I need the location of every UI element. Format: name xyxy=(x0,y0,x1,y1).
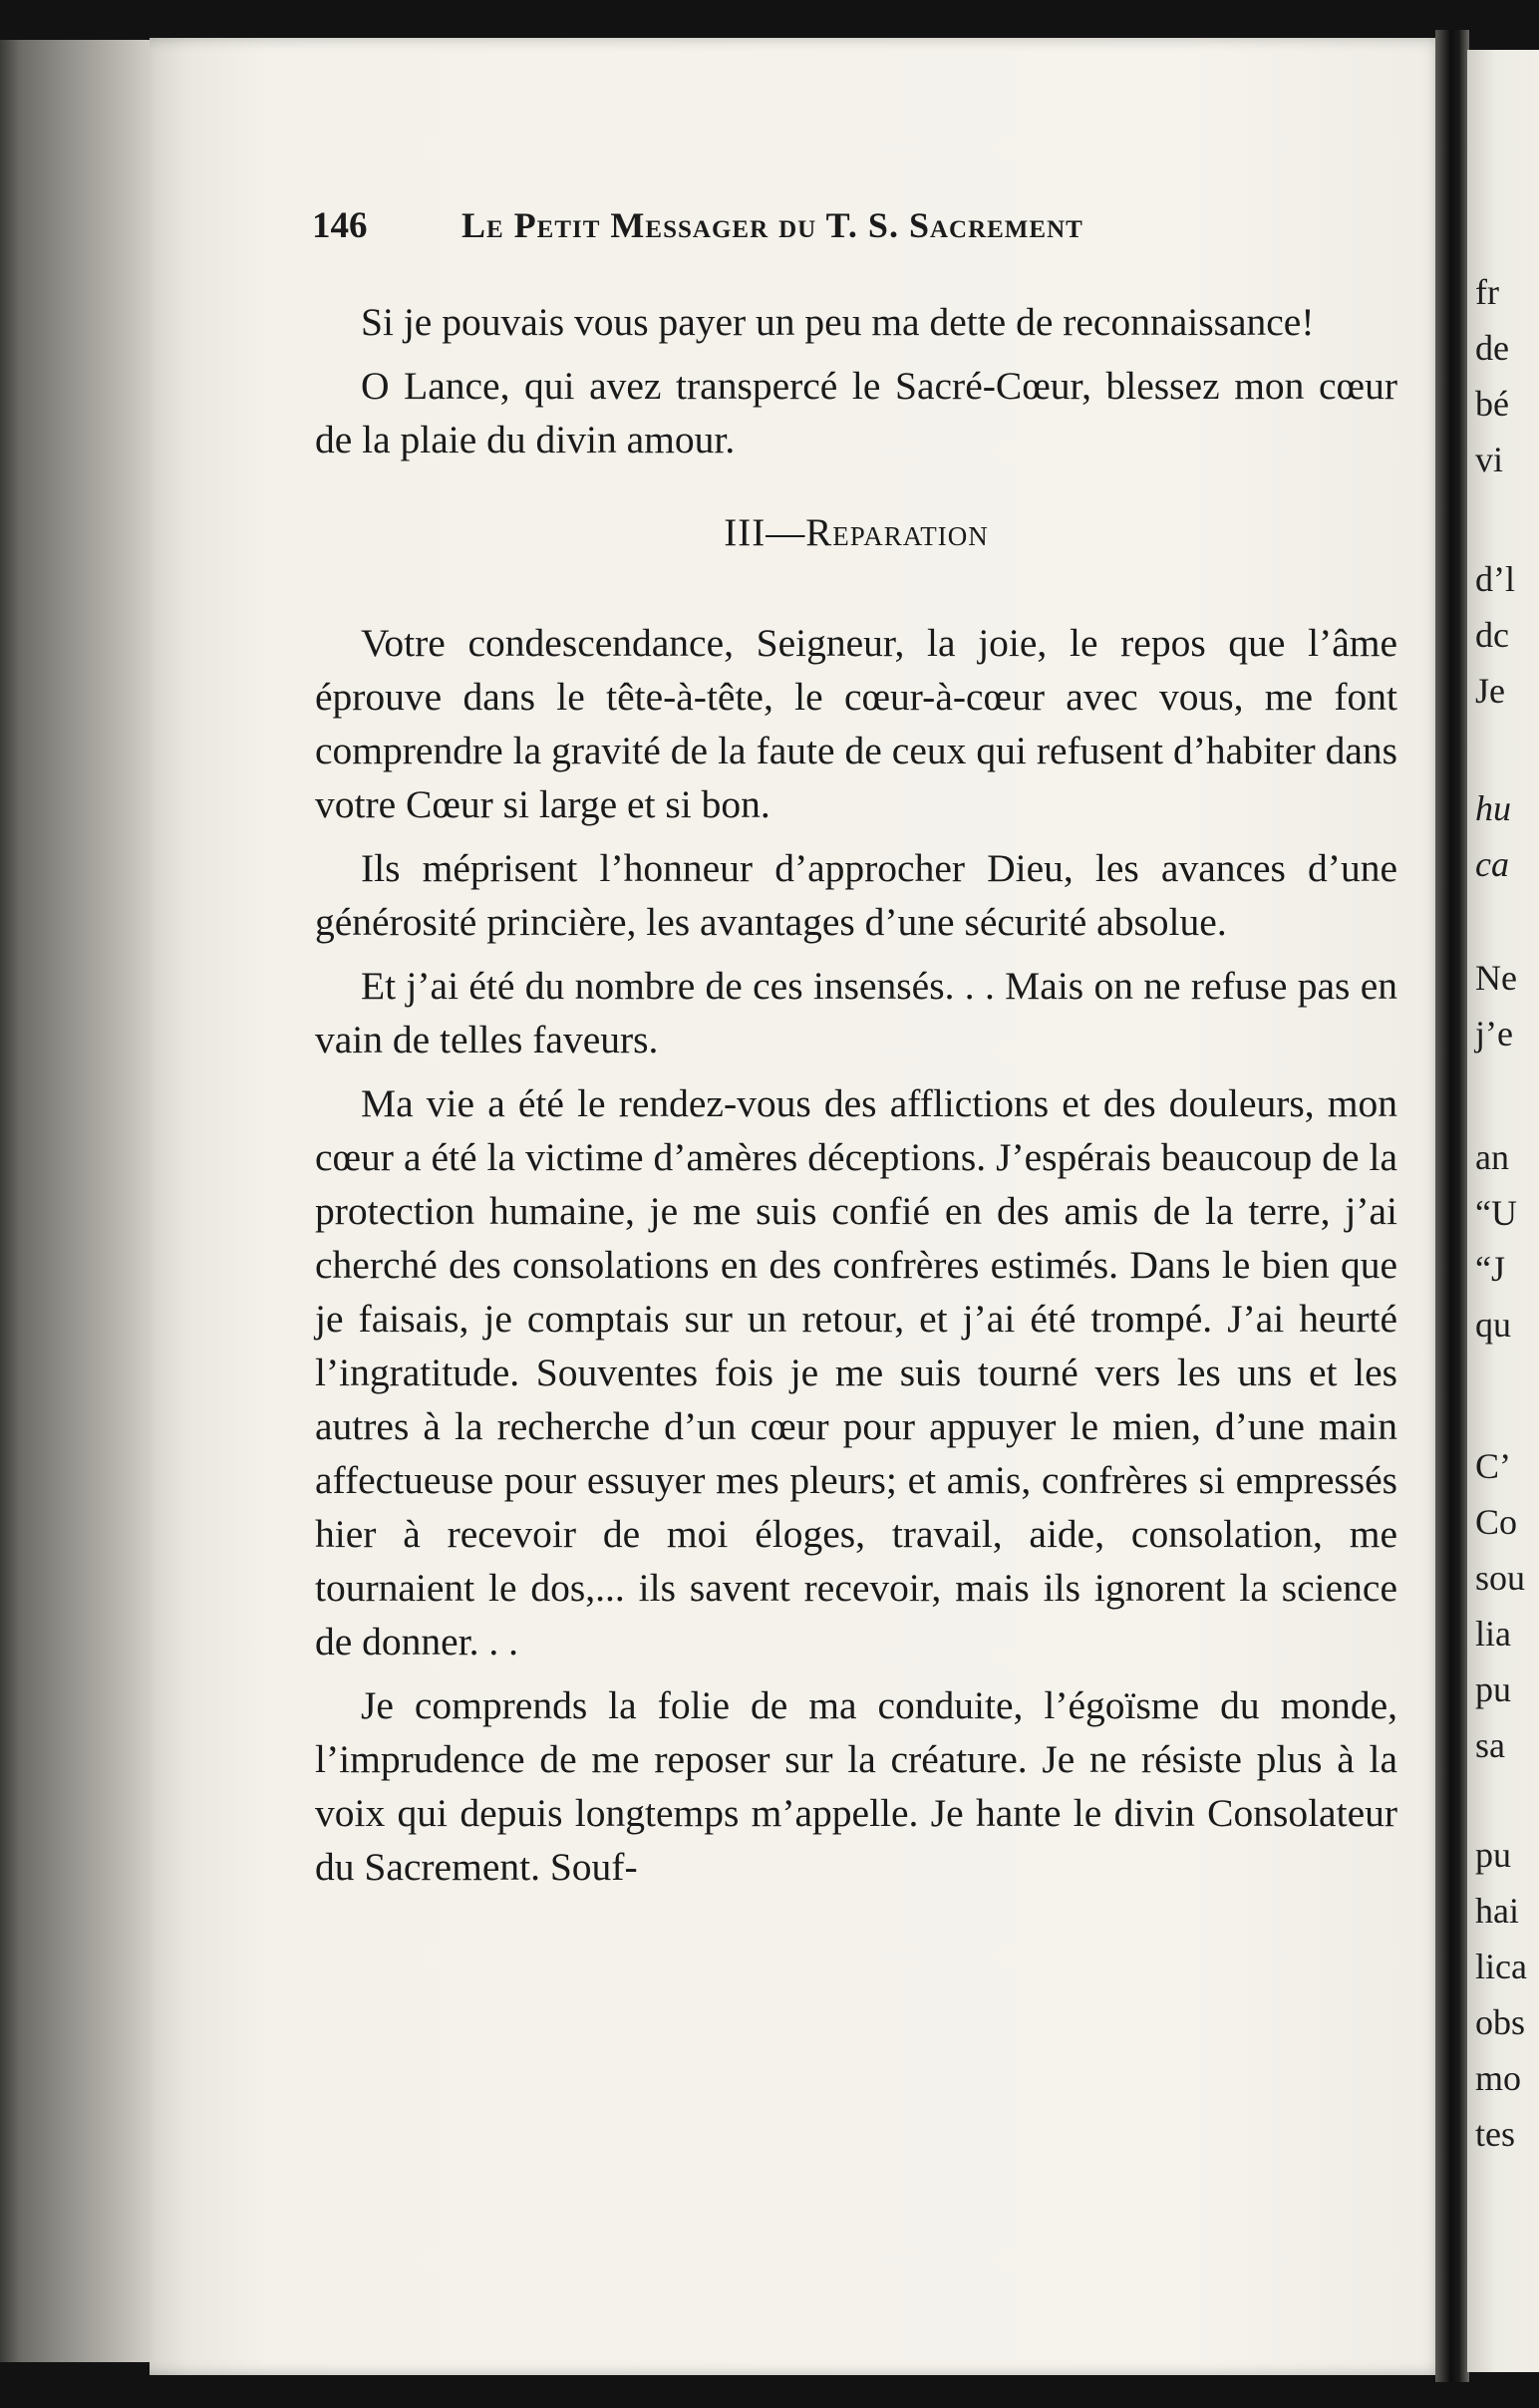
section-heading: III—Reparation xyxy=(724,511,989,554)
book-gutter xyxy=(1435,30,1469,2382)
facing-page-fragment: dc xyxy=(1475,615,1509,655)
facing-page-fragment: hu xyxy=(1475,788,1511,828)
facing-page-fragment: lia xyxy=(1475,1614,1511,1654)
facing-page-fragment: pu xyxy=(1475,1669,1511,1709)
paragraph: O Lance, qui avez transpercé le Sacré-Cœur, blessez mon cœur de la plaie du divin amour. xyxy=(315,364,1397,461)
facing-page-fragment: Co xyxy=(1475,1502,1518,1542)
facing-page-fragment: mo xyxy=(1475,2058,1522,2098)
facing-page-fragment: ca xyxy=(1475,844,1509,884)
facing-page-fragment: “U xyxy=(1475,1193,1517,1233)
facing-page-fragment: j’e xyxy=(1475,1014,1513,1054)
facing-page-fragment: fr xyxy=(1475,272,1499,312)
facing-page-fragment: sa xyxy=(1475,1725,1505,1765)
facing-page-fragment: d’l xyxy=(1475,559,1515,599)
facing-page-fragment: bé xyxy=(1475,384,1509,424)
paragraph: Et j’ai été du nombre de ces insensés. . . Mais on ne refuse pas en vain de telles faveurs. xyxy=(315,964,1397,1061)
facing-page-edge xyxy=(1467,50,1539,2372)
facing-page-fragment: pu xyxy=(1475,1835,1511,1875)
facing-page-fragment: tes xyxy=(1475,2114,1515,2154)
facing-page-fragment: sou xyxy=(1475,1558,1526,1598)
facing-page-fragment: lica xyxy=(1475,1947,1527,1986)
paragraph: Si je pouvais vous payer un peu ma dette de reconnaissance! xyxy=(361,300,1315,344)
facing-page-fragment: C’ xyxy=(1475,1446,1511,1486)
facing-page-fragment: “J xyxy=(1475,1249,1505,1289)
page-number: 146 xyxy=(312,205,368,246)
page-body xyxy=(315,295,1397,1904)
facing-page-fragment: vi xyxy=(1475,440,1504,479)
paragraph: Je comprends la folie de ma conduite, l’égoïsme du monde, l’imprudence de me reposer sur la créature. Je ne résiste plus à la voix qui depuis longtemps m’appelle. Je hante le divin Consolateur du Sacrement. Souf- xyxy=(315,1683,1397,1889)
facing-page-fragment: Je xyxy=(1475,671,1505,711)
paragraph: Votre condescendance, Seigneur, la joie, le repos que l’âme éprouve dans le tête-à-tête, le cœur-à-cœur avec vous, me font comprendre la gravité de la faute de ceux qui refusent d’habiter dans votre Cœur si large et si bon. xyxy=(315,621,1397,826)
paragraph: Ils méprisent l’honneur d’approcher Dieu, les avances d’une générosité princière, les avantages d’une sécurité absolue. xyxy=(315,846,1397,944)
facing-page-fragment: qu xyxy=(1475,1305,1511,1345)
running-title: Le Petit Messager du T. S. Sacrement xyxy=(462,205,1083,245)
running-head xyxy=(312,204,1398,254)
facing-page-fragment: an xyxy=(1475,1137,1509,1177)
facing-page-fragment: hai xyxy=(1475,1891,1519,1931)
facing-page-fragment: de xyxy=(1475,328,1509,368)
facing-page-fragment: Ne xyxy=(1475,958,1517,998)
page-stack-edge xyxy=(0,40,159,2362)
paragraph: Ma vie a été le rendez-vous des afflictions et des douleurs, mon cœur a été la victime d’amères déceptions. J’espérais beaucoup de la protection humaine, je me suis confié en des amis de la terre, j’ai cherché des consolations en des confrères estimés. Dans le bien que je faisais, je comptais sur un retour, et j’ai été trompé. J’ai heurté l’ingratitude. Souventes fois je me suis tourné vers les uns et les autres à la recherche d’un cœur pour appuyer le mien, d’une main affectueuse pour essuyer mes pleurs; et amis, confrères si empressés hier à recevoir de moi éloges, travail, aide, consolation, me tournaient le dos,... ils savent recevoir, mais ils ignorent la science de donner. . . xyxy=(315,1081,1397,1663)
facing-page-fragment: obs xyxy=(1475,2002,1526,2042)
